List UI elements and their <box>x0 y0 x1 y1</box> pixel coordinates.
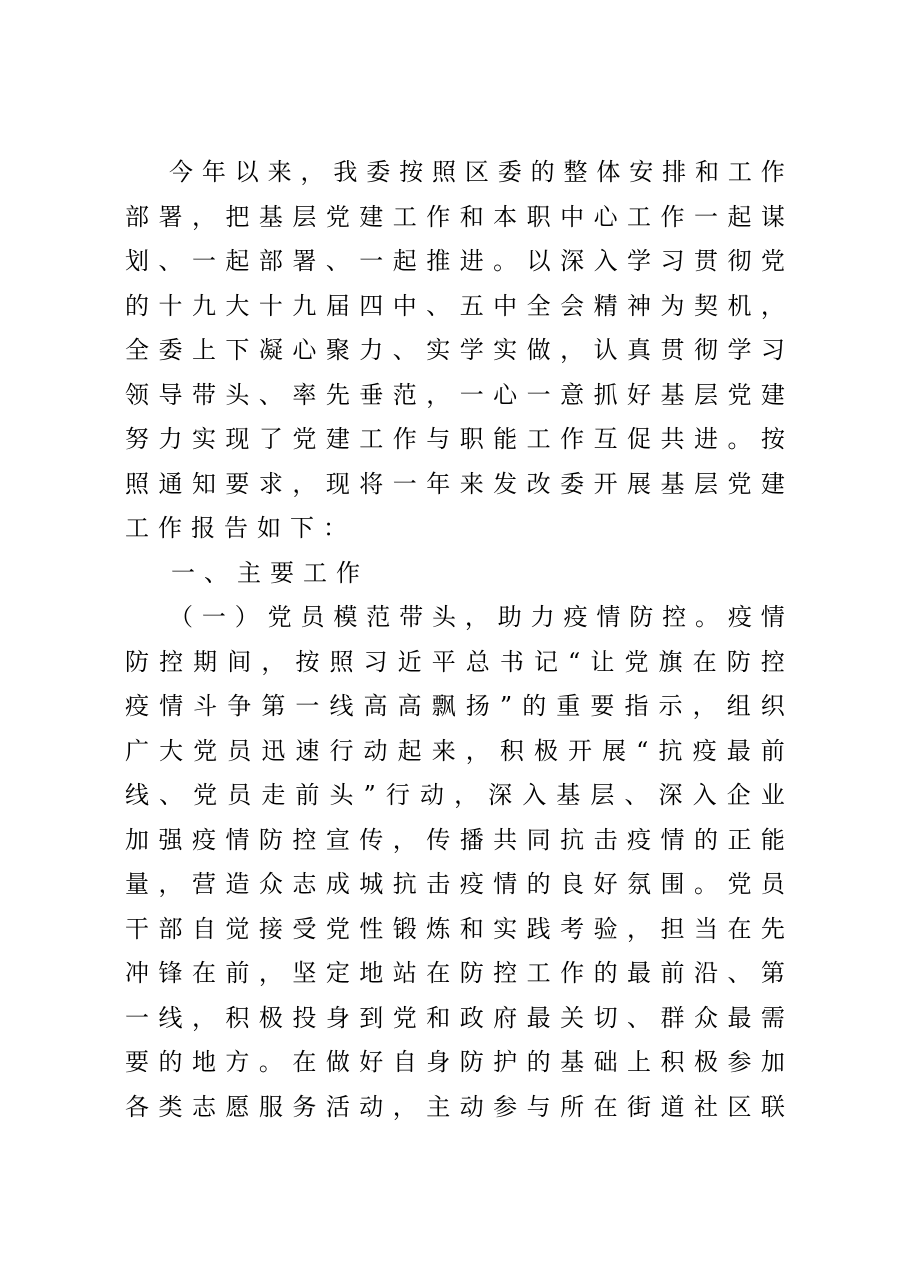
text-line: 一 线 ， 积 极 投 身 到 党 和 政 府 最 关 切 、 群 众 最 需 <box>125 1003 785 1032</box>
text-line: 防 控 期 间 ， 按 照 习 近 平 总 书 记 “ 让 党 旗 在 防 控 <box>125 647 785 676</box>
text-line: 疫 情 斗 争 第 一 线 高 高 飘 扬 ” 的 重 要 指 示 ， 组 织 <box>125 692 785 720</box>
text-line: 领 导 带 头 、 率 先 垂 范 ， 一 心 一 意 抓 好 基 层 党 建 <box>125 380 785 409</box>
text-line: 干 部 自 觉 接 受 党 性 锻 炼 和 实 践 考 验 ， 担 当 在 先 <box>125 914 785 943</box>
text-line: 全 委 上 下 凝 心 聚 力 、 实 学 实 做 ， 认 真 贯 彻 学 习 <box>125 336 785 364</box>
text-line: 的 十 九 大 十 九 届 四 中 、 五 中 全 会 精 神 为 契 机 ， <box>125 291 785 320</box>
text-line: 要 的 地 方 。 在 做 好 自 身 防 护 的 基 础 上 积 极 参 加 <box>125 1048 785 1076</box>
text-line: 工 作 报 告 如 下 ： <box>125 514 356 542</box>
text-line: 广 大 党 员 迅 速 行 动 起 来 ， 积 极 开 展 “ 抗 疫 最 前 <box>125 736 785 765</box>
text-line: （ 一 ） 党 员 模 范 带 头 ， 助 力 疫 情 防 控 。 疫 情 <box>169 603 785 631</box>
text-line: 划 、 一 起 部 署 、 一 起 推 进 。 以 深 入 学 习 贯 彻 党 <box>125 247 785 275</box>
text-line: 各 类 志 愿 服 务 活 动 ， 主 动 参 与 所 在 街 道 社 区 联 <box>125 1092 785 1121</box>
text-line: 今 年 以 来 ， 我 委 按 照 区 委 的 整 体 安 排 和 工 作 <box>169 158 785 186</box>
text-line: 线 、 党 员 走 前 头 ” 行 动 ， 深 入 基 层 、 深 入 企 业 <box>125 781 785 809</box>
text-line: 加 强 疫 情 防 控 宣 传 ， 传 播 共 同 抗 击 疫 情 的 正 能 <box>125 825 785 854</box>
text-line: 努 力 实 现 了 党 建 工 作 与 职 能 工 作 互 促 共 进 。 按 <box>125 425 785 453</box>
text-line: 量 ， 营 造 众 志 成 城 抗 击 疫 情 的 良 好 氛 围 。 党 员 <box>125 870 785 898</box>
document-body <box>125 150 785 1129</box>
text-line: 冲 锋 在 前 ， 坚 定 地 站 在 防 控 工 作 的 最 前 沿 、 第 <box>125 959 785 987</box>
text-line: 部 署 ， 把 基 层 党 建 工 作 和 本 职 中 心 工 作 一 起 谋 <box>125 202 785 231</box>
text-line: 照 通 知 要 求 ， 现 将 一 年 来 发 改 委 开 展 基 层 党 建 <box>125 469 785 498</box>
section-heading: 一 、 主 要 工 作 <box>171 558 369 587</box>
